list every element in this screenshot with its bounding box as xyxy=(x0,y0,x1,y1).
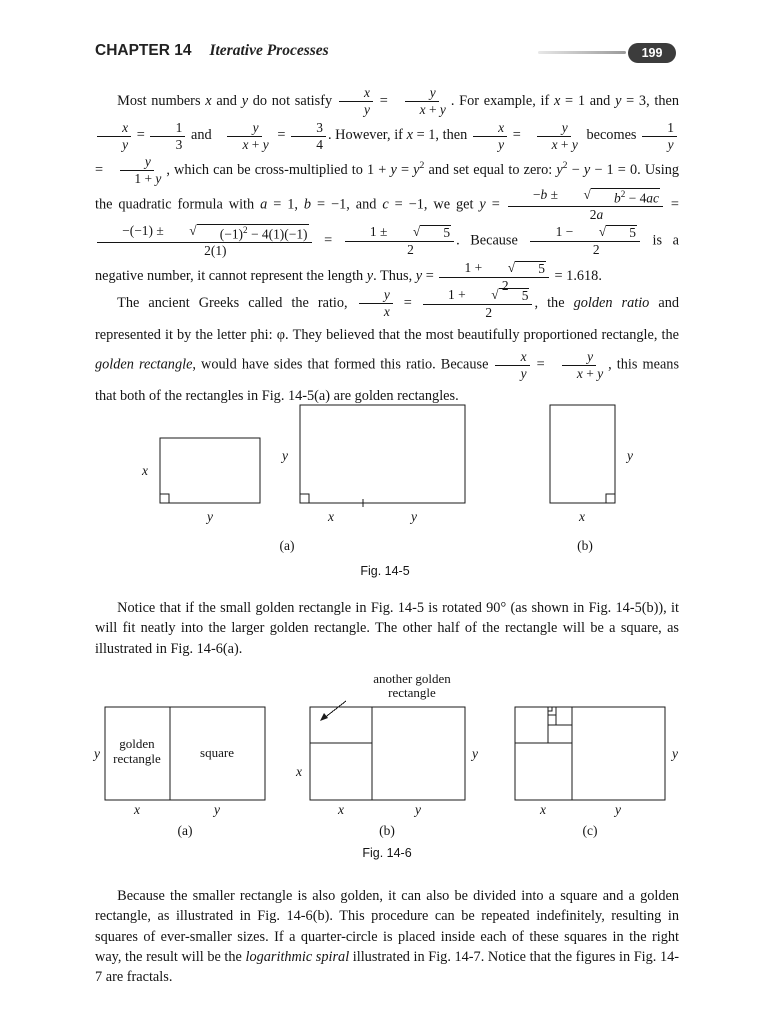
fig146c-x-bottom-label: x xyxy=(540,802,546,817)
fig146b-rectangle xyxy=(310,707,465,800)
fig146c-y-bottom-label: y xyxy=(615,802,621,817)
fig145-rotated-x-label: x xyxy=(579,509,585,524)
fig145-small-y-label: y xyxy=(207,509,213,524)
fig145-rotated-rectangle xyxy=(550,405,615,503)
fig146a-y-bottom-label: y xyxy=(214,802,220,817)
fig146c-right-angle-marker xyxy=(548,707,552,711)
fig146c-y-side-label: y xyxy=(672,746,678,761)
page-header xyxy=(95,42,676,68)
fig146-caption: Fig. 14-6 xyxy=(362,846,412,860)
fig145-large-y-bottom-label: y xyxy=(411,509,417,524)
fig146b-y-side-label: y xyxy=(472,746,478,761)
page-number-badge: 199 xyxy=(628,43,676,63)
fig145-small-right-angle-marker xyxy=(160,494,169,503)
fig145-small-x-label: x xyxy=(142,463,148,478)
chapter-title: Iterative Processes xyxy=(209,42,329,59)
fig146c-rectangle xyxy=(515,707,665,800)
fig145-sublabel-b: (b) xyxy=(577,538,593,553)
fig146-annotation-line2: rectangle xyxy=(388,685,436,700)
fig145-large-x-bottom-label: x xyxy=(328,509,334,524)
fig146a-x-bottom-label: x xyxy=(134,802,140,817)
figure-14-6 xyxy=(90,668,685,863)
fig146-sublabel-c: (c) xyxy=(582,823,598,838)
paragraph-1: Most numbers x and y do not satisfy $\frac{x}{y}$ = $\frac{y}{x + y}$ . For example, if x = 1 and y = 3, then $\frac{x}{y}$ = $\frac{1}{3}$ and $\frac{y}{x + y}$ = $\frac{3}{4}$ . However, if x = 1, then $\frac{x}{y}$ = $\frac{y}{x + y}$ becomes $\frac{1}{y}$ = $\frac{y}{1 + y}$ , which can be cross-multiplied to $1 + y = y^2$ and set equal to zero: $y^2 - y - 1 = 0$. Using the quadratic formula with a = 1, b = −1, and c = −1, we get y = −b ± √ $b^2 - 4ac$ 2a = −(−1) ± √ $(-1)^2 - 4(1)(-1)$ 2(1) = 1 ± √ 5 2 . Because 1 − √ 5 2 is a negative number, it cannot represent the length y. Thus, y = 1 + √ 5 2 = 1.618. xyxy=(95,85,680,293)
fig145-rotated-right-angle-marker xyxy=(606,494,615,503)
fig145-rotated-y-label: y xyxy=(627,448,633,463)
fig145-sublabel-a: (a) xyxy=(279,538,295,553)
fig146b-x-side-label: x xyxy=(296,764,302,779)
fig146a-golden-label-line1: golden xyxy=(119,736,155,751)
paragraph-4: Because the smaller rectangle is also golden, it can also be divided into a square and a golden rectangle, as illustrated in Fig. 14-6(b). This procedure can be repeated indefinitely, resulting in squares of ever-smaller sizes. If a quarter-circle is placed inside each of these squares in the right way, the result will be the logarithmic spiral illustrated in Fig. 14-7. Notice that the figures in Fig. 14-7 are fractals. xyxy=(95,888,679,986)
fig146b-x-bottom-label: x xyxy=(338,802,344,817)
header-rule xyxy=(538,51,626,54)
fig145-caption: Fig. 14-5 xyxy=(360,564,410,578)
fig146-sublabel-b: (b) xyxy=(379,823,395,838)
fig145-large-right-angle-marker xyxy=(300,494,309,503)
paragraph-2: The ancient Greeks called the ratio, $\frac{y}{x}$ = 1 + √ 5 2 , the golden ratio and represented it by the letter phi: φ. They believed that the most beautifully proportioned rectangle, the golden rectangle, would have sides that formed this ratio. Because $\frac{x}{y}$ = $\frac{y}{x + y}$ , this means that both of the rectangles in Fig. 14-5(a) are golden rectangles. xyxy=(95,287,680,404)
fig145-large-rectangle xyxy=(300,405,465,503)
fig146-annotation-line1: another golden xyxy=(373,671,451,686)
fig145-small-rectangle xyxy=(160,438,260,503)
fig146a-golden-label-line2: rectangle xyxy=(113,751,161,766)
fig146a-y-side-label: y xyxy=(94,746,100,761)
figure-14-5-drawing xyxy=(90,398,680,583)
fig146-sublabel-a: (a) xyxy=(177,823,193,838)
fig146a-square-label: square xyxy=(200,745,234,760)
fig146b-y-bottom-label: y xyxy=(415,802,421,817)
fig146-annotation-arrowhead xyxy=(320,713,328,721)
paragraph-3: Notice that if the small golden rectangle in Fig. 14-5 is rotated 90° (as shown in Fig. 14-5(b)), it will fit neatly into the larger golden rectangle. The other half of the rectangle will be a square, as illustrated in Fig. 14-6(a). xyxy=(95,600,679,657)
figure-14-5 xyxy=(90,398,680,583)
figure-14-6-drawing xyxy=(90,668,685,863)
chapter-label: CHAPTER 14 xyxy=(95,42,192,59)
fig145-large-y-side-label: y xyxy=(282,448,288,463)
